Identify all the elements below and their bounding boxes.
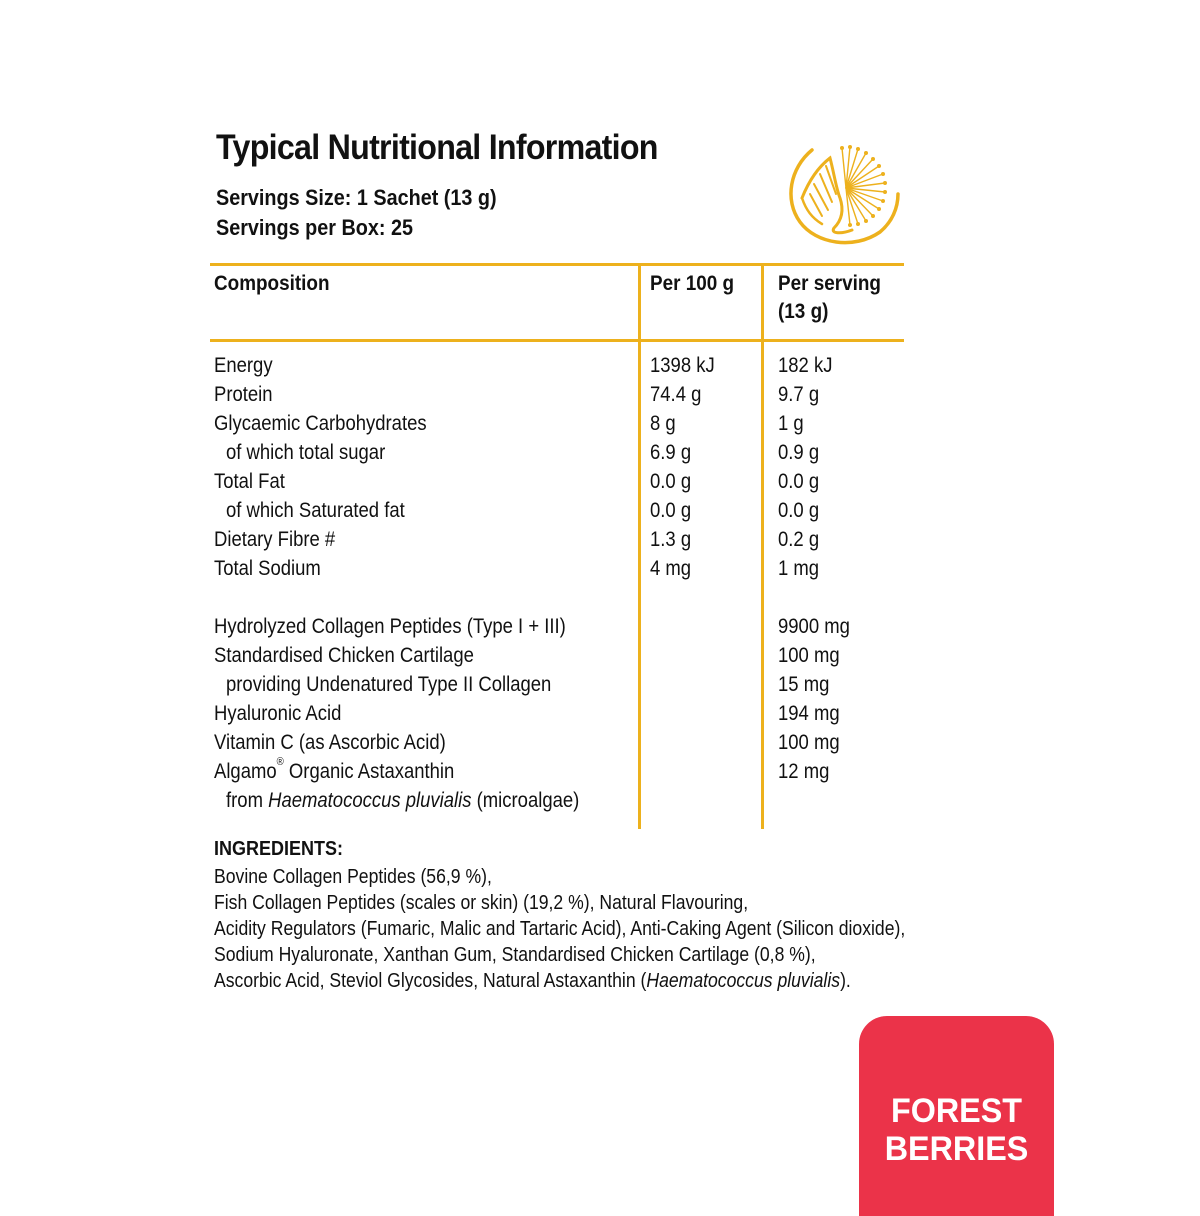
flavour-line-2: BERRIES — [884, 1130, 1029, 1168]
per-serving-value: 0.0 g — [778, 470, 820, 493]
ingredients-line: Sodium Hyaluronate, Xanthan Gum, Standardised Chicken Cartilage (0,8 %), — [214, 944, 816, 966]
per-serving-value: 100 mg — [778, 731, 840, 754]
active-label — [214, 757, 454, 786]
ingredients-line: Fish Collagen Peptides (scales or skin) (19,2 %), Natural Flavouring, — [214, 892, 749, 914]
table-row — [0, 699, 1200, 728]
label-text: ). — [840, 970, 851, 992]
per-serving-value: 12 mg — [778, 760, 830, 783]
table-row — [0, 467, 1200, 496]
nutrient-label: Total Fat — [214, 470, 285, 493]
table-row — [0, 351, 1200, 380]
per-100g-value: 4 mg — [650, 557, 692, 580]
table-row — [0, 641, 1200, 670]
per-serving-value: 0.9 g — [778, 441, 820, 464]
nutrient-label: Glycaemic Carbohydrates — [214, 412, 427, 435]
brand-logo-icon — [782, 138, 900, 248]
per-100g-value: 0.0 g — [650, 470, 692, 493]
ingredients-line: Bovine Collagen Peptides (56,9 %), — [214, 866, 492, 888]
label-text: (microalgae) — [471, 789, 580, 812]
per-serving-value: 182 kJ — [778, 354, 833, 377]
serving-size: Servings Size: 1 Sachet (13 g) — [216, 185, 497, 210]
ingredients-line: Acidity Regulators (Fumaric, Malic and Tartaric Acid), Anti-Caking Agent (Silicon dioxide), — [214, 918, 906, 940]
column-header-per-100g: Per 100 g — [650, 272, 735, 295]
flavour-label — [864, 1092, 1049, 1168]
species-name: Haematococcus pluvialis — [268, 789, 472, 812]
column-header-per-serving: Per serving — [778, 272, 881, 295]
table-row — [0, 670, 1200, 699]
table-row — [0, 554, 1200, 583]
per-100g-value: 74.4 g — [650, 383, 702, 406]
active-label: Standardised Chicken Cartilage — [214, 644, 474, 667]
table-row — [0, 612, 1200, 641]
active-label: Vitamin C (as Ascorbic Acid) — [214, 731, 446, 754]
per-serving-value: 15 mg — [778, 673, 830, 696]
nutrient-label: Total Sodium — [214, 557, 321, 580]
per-100g-value: 1.3 g — [650, 528, 692, 551]
per-serving-value: 9900 mg — [778, 615, 850, 638]
nutrient-label: Energy — [214, 354, 273, 377]
per-serving-value: 1 g — [778, 412, 804, 435]
per-serving-value: 0.2 g — [778, 528, 820, 551]
per-serving-value: 9.7 g — [778, 383, 820, 406]
label-text: Ascorbic Acid, Steviol Glycosides, Natural Astaxanthin ( — [214, 970, 647, 992]
per-100g-value: 1398 kJ — [650, 354, 715, 377]
table-row — [0, 380, 1200, 409]
table-row — [0, 786, 1200, 815]
active-label — [226, 786, 579, 815]
table-row — [0, 525, 1200, 554]
table-row — [0, 438, 1200, 467]
flavour-line-1: FOREST — [890, 1092, 1023, 1130]
species-name: Haematococcus pluvialis — [646, 970, 841, 992]
servings-per-box: Servings per Box: 25 — [216, 215, 413, 240]
per-100g-value: 0.0 g — [650, 499, 692, 522]
nutrient-label: Protein — [214, 383, 273, 406]
per-serving-value: 100 mg — [778, 644, 840, 667]
label-text: Organic Astaxanthin — [283, 760, 455, 783]
table-row — [0, 409, 1200, 438]
table-row — [0, 757, 1200, 786]
ingredients-heading: INGREDIENTS: — [214, 838, 344, 860]
table-header-rule — [210, 339, 904, 342]
table-row — [0, 728, 1200, 757]
table-row — [0, 496, 1200, 525]
registered-mark: ® — [276, 756, 284, 768]
label-text: Algamo — [214, 760, 277, 783]
flavour-badge — [859, 1016, 1054, 1216]
per-100g-value: 6.9 g — [650, 441, 692, 464]
per-serving-value: 0.0 g — [778, 499, 820, 522]
active-label: Hyaluronic Acid — [214, 702, 342, 725]
nutrient-label: of which Saturated fat — [226, 499, 405, 522]
label-text: from — [226, 789, 269, 812]
nutrient-label: of which total sugar — [226, 441, 386, 464]
page-title: Typical Nutritional Information — [216, 128, 658, 167]
column-header-serving-size: (13 g) — [778, 300, 829, 323]
ingredients-line — [214, 968, 851, 994]
active-label: providing Undenatured Type II Collagen — [226, 673, 552, 696]
nutrient-label: Dietary Fibre # — [214, 528, 336, 551]
table-top-rule — [210, 263, 904, 266]
column-header-composition: Composition — [214, 272, 330, 295]
per-100g-value: 8 g — [650, 412, 676, 435]
per-serving-value: 194 mg — [778, 702, 840, 725]
per-serving-value: 1 mg — [778, 557, 820, 580]
active-label: Hydrolyzed Collagen Peptides (Type I + III) — [214, 615, 566, 638]
